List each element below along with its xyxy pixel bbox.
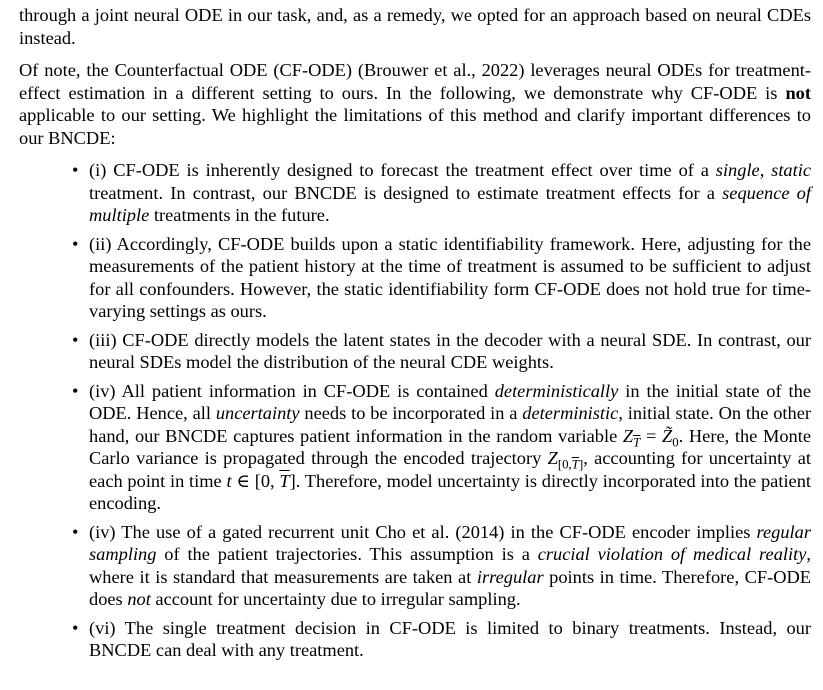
item-iv-text-h: . Here, the Monte Carlo variance is propagated through the encoded trajectory (89, 425, 811, 468)
math-t-bar: $\overline{T}$ (571, 457, 579, 472)
item-ii-text: (ii) Accordingly, CF-ODE builds upon a static identifiability framework. Here, adjusting for the measurements of the patient history at the time of treatment is assumed to be sufficient to adjust for all confounders. However, the static identifiability form CF-ODE does not hold true for time-varying settings as ours. (89, 233, 811, 321)
list-item-i (72, 159, 812, 227)
item-iv-text-g: , initial state. On the other hand, our BNCDE captures patient information in the random variable (89, 403, 811, 446)
item-i-text-a: (i) CF-ODE is inherently designed to forecast the treatment effect over time of a (89, 160, 716, 180)
list-item-vi (72, 617, 811, 662)
item-v-text-c: of the patient trajectories. This assumption is a (156, 544, 538, 564)
item-i-emphasis-sequence: sequence of multiple (89, 182, 811, 225)
paragraph-cf-ode (19, 59, 811, 149)
math-z-tilde: Z̃ (661, 425, 673, 446)
math-z: Z (622, 425, 634, 446)
item-iv-text-a: (iv) All patient information in CF-ODE is contained (89, 380, 495, 401)
item-iv-emphasis-deterministically: deterministically (494, 380, 619, 401)
item-iv-emphasis-uncertainty: uncertainty (215, 403, 300, 423)
item-iv-text-j: . Therefore, model uncertainty is directly incorporated into the patient encoding. (89, 470, 812, 513)
paragraph-cf-ode-text-c: applicable to our setting. We highlight the limitations of this method and clarify important differences to our BNCDE: (19, 105, 811, 148)
paragraph-cf-ode-text-a: Of note, the Counterfactual ODE (CF-ODE) (Brouwer et al., 2022) leverages neural ODEs for treatment-effect estimation in a different setting to ours. In the following, we demonstrate why CF-ODE is (19, 60, 811, 103)
item-i-emphasis-single-static: single, static (715, 160, 812, 180)
item-vi-text: (vi) The single treatment decision in CF-ODE is limited to binary treatments. Instead, our BNCDE can deal with any treatment. (89, 617, 811, 660)
item-v-text-i: account for uncertainty due to irregular sampling. (150, 589, 521, 609)
math-z-tbar-equals-z0 (622, 425, 679, 450)
paragraph-cf-ode-emphasis-not: not (785, 82, 811, 103)
math-t-bar: $\overline{T}$ (279, 470, 290, 491)
bullet-icon: • (72, 380, 79, 401)
math-t-in-interval (226, 471, 295, 491)
item-v-emphasis-not: not (127, 589, 151, 609)
list-item-ii (72, 233, 811, 323)
item-iv-text-c: in the initial state of the ODE. Hence, all (89, 380, 811, 423)
math-interval-open: [0, (557, 457, 572, 472)
limitations-list (19, 159, 811, 662)
paper-page (19, 0, 811, 668)
item-v-emphasis-regular-sampling: regular sampling (89, 521, 811, 564)
math-interval-full-close: ] (289, 470, 296, 491)
math-interval-close: ] (578, 457, 584, 472)
paragraph-intro (19, 4, 811, 49)
item-v-text-a: (iv) The use of a gated recurrent unit Cho et al. (2014) in the CF-ODE encoder implies (89, 521, 757, 542)
bullet-icon: • (72, 233, 79, 254)
bullet-icon: • (72, 160, 79, 180)
item-v-emphasis-irregular: irregular (476, 566, 544, 587)
item-iii-text: (iii) CF-ODE directly models the latent states in the decoder with a neural SDE. In contrast, our neural SDEs model the distribution of the neural CDE weights. (89, 329, 811, 372)
item-v-emphasis-crucial-violation: crucial violation of medical reality (537, 544, 807, 564)
bullet-icon: • (72, 329, 79, 350)
list-item-v (72, 521, 811, 611)
item-v-text-e: , where it is standard that measurements are taken at (89, 544, 811, 587)
paragraph-intro-text: through a joint neural ODE in our task, and, as a remedy, we opted for an approach based on neural CDEs instead. (19, 5, 811, 48)
list-item-iii (72, 329, 811, 374)
item-iv-text-e: needs to be incorporated in a (299, 403, 523, 423)
math-equals: = (640, 425, 662, 446)
math-zero: 0 (672, 435, 679, 450)
item-i-text-e: treatments in the future. (149, 205, 330, 225)
bullet-icon: • (72, 617, 79, 638)
math-interval-full-open: [0, (254, 470, 280, 491)
math-z: Z (547, 448, 558, 468)
item-iv-emphasis-deterministic: deterministic (522, 403, 619, 423)
item-v-text-g: points in time. Therefore, CF-ODE does (89, 566, 811, 609)
bullet-icon: • (72, 521, 79, 542)
math-z-interval (547, 448, 584, 472)
item-i-text-c: treatment. In contrast, our BNCDE is designed to estimate treatment effects for a (89, 182, 723, 203)
math-in: ∈ (231, 470, 255, 491)
math-t-bar: T (633, 435, 641, 450)
item-iv-text-i: , accounting for uncertainty at each point in time (89, 448, 811, 491)
list-item-iv (72, 380, 812, 515)
math-t: t (226, 470, 232, 491)
